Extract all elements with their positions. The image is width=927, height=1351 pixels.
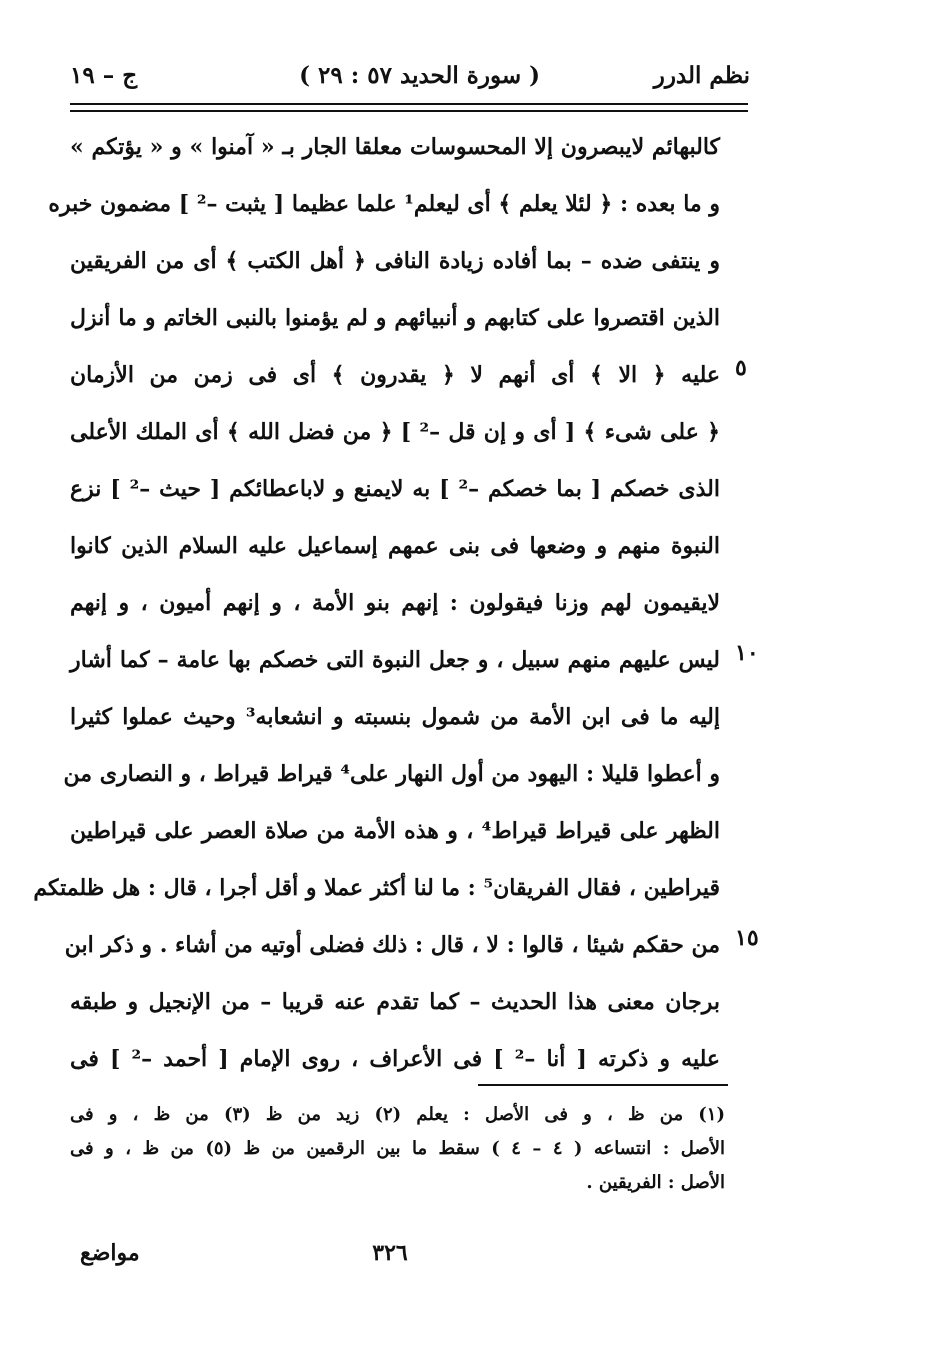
header-rule-bottom	[70, 110, 748, 112]
catchword: مواضع	[80, 1240, 140, 1266]
volume-number: ج – ١٩	[70, 62, 138, 89]
text-line: ليس عليهم منهم سبيل ، و جعل النبوة التى خصكم بها عامة – كما أشار	[70, 647, 720, 673]
main-text	[33, 125, 720, 1094]
book-title: نظم الدرر	[653, 62, 750, 89]
header-rule-top	[70, 103, 748, 105]
text-line: النبوة منهم و وضعها فى بنى عمهم إسماعيل عليه السلام الذين كانوا	[70, 533, 720, 559]
footnote-line: (١) من ظ ، و فى الأصل : يعلم (٢) زيد من ظ (٣) من ظ ، و فى	[70, 1104, 725, 1125]
text-line: و ينتفى ضده – بما أفاده زيادة النافى ﴿ أهل الكتب ﴾ أى من الفريقين	[70, 248, 720, 274]
text-line: الذين اقتصروا على كتابهم و أنبيائهم و لم يؤمنوا بالنبى الخاتم و ما أنزل	[70, 305, 720, 331]
footnote-rule	[478, 1084, 728, 1086]
text-line: لايقيمون لهم وزنا فيقولون : إنهم بنو الأمة ، و إنهم أميون ، و إنهم	[70, 590, 720, 616]
page-number: ٣٢٦	[372, 1240, 408, 1266]
footnote-line: الأصل : الفريقين .	[586, 1172, 725, 1193]
text-line: كالبهائم لايبصرون إلا المحسوسات معلقا الجار بـ « آمنوا » و « يؤتكم »	[70, 134, 720, 160]
line-number-15: ١٥	[735, 925, 759, 951]
footnotes	[70, 1100, 725, 1202]
running-header	[70, 52, 750, 100]
footnote-line: الأصل : انتساعه ( ٤ – ٤ ) سقط ما بين الرقمين من ظ (٥) من ظ ، و فى	[70, 1138, 725, 1159]
text-line: الظهر على قيراط قيراط⁴ ، و هذه الأمة من صلاة العصر على قيراطين	[70, 818, 720, 844]
text-line: برجان معنى هذا الحديث – كما تقدم عنه قريبا – من الإنجيل و طبقه	[70, 989, 720, 1015]
text-line: عليه ﴿ الا ﴾ أى أنهم لا ﴿ يقدرون ﴾ أى فى زمن من الأزمان	[70, 362, 720, 388]
text-line: الذى خصكم [ بما خصكم –² ] به لايمنع و لاباعطائكم [ حيث –² ] نزع	[70, 476, 720, 502]
text-line: و أعطوا قليلا : اليهود من أول النهار على⁴ قيراط قيراط ، و النصارى من	[63, 761, 720, 787]
text-line: إليه ما فى ابن الأمة من شمول بنسبته و انشعابه³ وحيث عملوا كثيرا	[70, 704, 720, 730]
text-line: و ما بعده : ﴿ لئلا يعلم ﴾ أى ليعلم¹ علما عظيما [ يثبت –² ] مضمون خبره	[48, 191, 720, 217]
surah-reference: ( سورة الحديد ٥٧ : ٢٩ )	[299, 62, 540, 89]
text-line: من حقكم شيئا ، قالوا : لا ، قال : ذلك فضلى أوتيه من أشاء . و ذكر ابن	[64, 932, 720, 958]
text-line: قيراطين ، فقال الفريقان⁵ : ما لنا أكثر عملا و أقل أجرا ، قال : هل ظلمتكم	[33, 875, 720, 901]
text-line: ﴿ على شىء ﴾ [ أى و إن قل –² ] ﴿ من فضل الله ﴾ أى الملك الأعلى	[70, 419, 720, 445]
line-number-10: ١٠	[735, 640, 759, 666]
line-number-5: ٥	[735, 355, 747, 381]
text-line: عليه و ذكرته [ أنا –² ] فى الأعراف ، روى الإمام [ أحمد –² ] فى	[70, 1046, 720, 1072]
